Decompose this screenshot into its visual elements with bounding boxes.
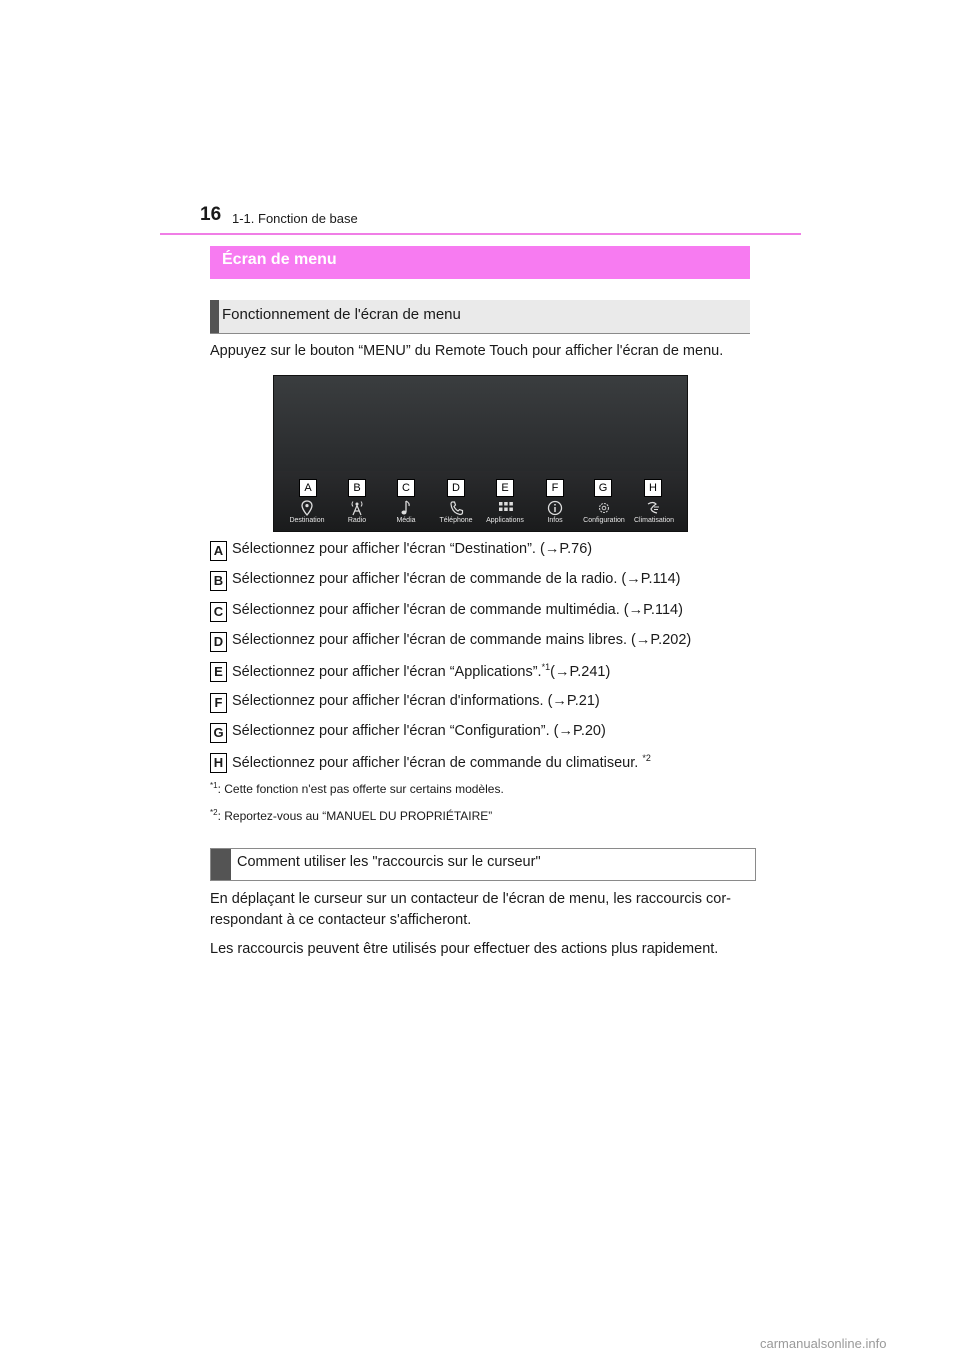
callout-d: D (447, 479, 465, 497)
shortcut-paragraph-line1: En déplaçant le curseur sur un contacteur de l'écran de menu, les raccourcis cor- (210, 891, 732, 907)
callout-a: A (299, 479, 317, 497)
subheading-menu-operation (210, 300, 750, 334)
radio-icon (347, 500, 367, 516)
subheading-tab (211, 849, 231, 880)
list-item: Sélectionnez pour afficher l'écran “Applications”.$^{*1}$(→P.241) (232, 662, 611, 680)
header-divider (160, 233, 801, 235)
marker-b: B (210, 571, 227, 591)
screen-label-media: Média (396, 517, 416, 524)
subheading-cursor-shortcuts (210, 848, 756, 881)
list-item: Sélectionnez pour afficher l'écran de commande mains libres. (→P.202) (232, 632, 692, 648)
marker-e: E (210, 662, 227, 682)
info-icon (545, 500, 565, 516)
shortcut-paragraph-2: Les raccourcis peuvent être utilisés pour effectuer des actions plus rapidement. (210, 941, 719, 957)
list-item: Sélectionnez pour afficher l'écran d'informations. (→P.21) (232, 693, 600, 709)
music-note-icon (396, 500, 416, 516)
footnote-2: $^{*2}$: Reportez-vous au “MANUEL DU PROPRIÉTAIRE” (210, 808, 493, 823)
main-heading-text: Écran de menu (222, 251, 337, 268)
list-item: Sélectionnez pour afficher l'écran de commande de la radio. (→P.114) (232, 571, 681, 587)
shortcut-paragraph-line2: respondant à ce contacteur s'afficheront. (210, 912, 472, 928)
screen-label-destination: Destination (289, 517, 325, 524)
screen-label-radio: Radio (347, 517, 367, 524)
subheading-tab (210, 300, 219, 333)
screen-label-configuration: Configuration (583, 517, 625, 524)
list-item: Sélectionnez pour afficher l'écran de commande du climatiseur. $^{*2}$ (232, 753, 651, 771)
pin-icon (297, 500, 317, 516)
menu-screen-image (273, 375, 688, 532)
marker-f: F (210, 693, 227, 713)
intro-paragraph: Appuyez sur le bouton “MENU” du Remote Touch pour afficher l'écran de menu. (210, 343, 724, 359)
callout-b: B (348, 479, 366, 497)
subheading-text: Fonctionnement de l'écran de menu (222, 306, 461, 323)
callout-c: C (397, 479, 415, 497)
callout-h: H (644, 479, 662, 497)
phone-icon (446, 500, 466, 516)
marker-d: D (210, 632, 227, 652)
grid-icon (496, 500, 516, 516)
watermark: carmanualsonline.info (760, 1336, 887, 1351)
list-item: Sélectionnez pour afficher l'écran “Destination”. (→P.76) (232, 541, 593, 557)
screen-label-infos: Infos (547, 517, 563, 524)
callout-f: F (546, 479, 564, 497)
page-number: 16 (200, 204, 222, 225)
marker-h: H (210, 753, 227, 773)
marker-c: C (210, 602, 227, 622)
climate-icon (643, 500, 663, 516)
gear-icon (594, 500, 614, 516)
footnote-1: $^{*1}$: Cette fonction n'est pas offerte sur certains modèles. (210, 781, 504, 796)
list-item: Sélectionnez pour afficher l'écran “Configuration”. (→P.20) (232, 723, 606, 739)
marker-g: G (210, 723, 227, 743)
list-item: Sélectionnez pour afficher l'écran de commande multimédia. (→P.114) (232, 602, 683, 618)
subheading-text: Comment utiliser les "raccourcis sur le curseur" (237, 854, 541, 870)
screen-label-climatisation: Climatisation (633, 517, 675, 524)
marker-a: A (210, 541, 227, 561)
callout-e: E (496, 479, 514, 497)
section-title: 1-1. Fonction de base (232, 211, 358, 226)
callout-g: G (594, 479, 612, 497)
screen-label-applications: Applications (486, 517, 524, 524)
screen-label-telephone: Téléphone (439, 517, 473, 524)
main-heading (210, 246, 750, 279)
